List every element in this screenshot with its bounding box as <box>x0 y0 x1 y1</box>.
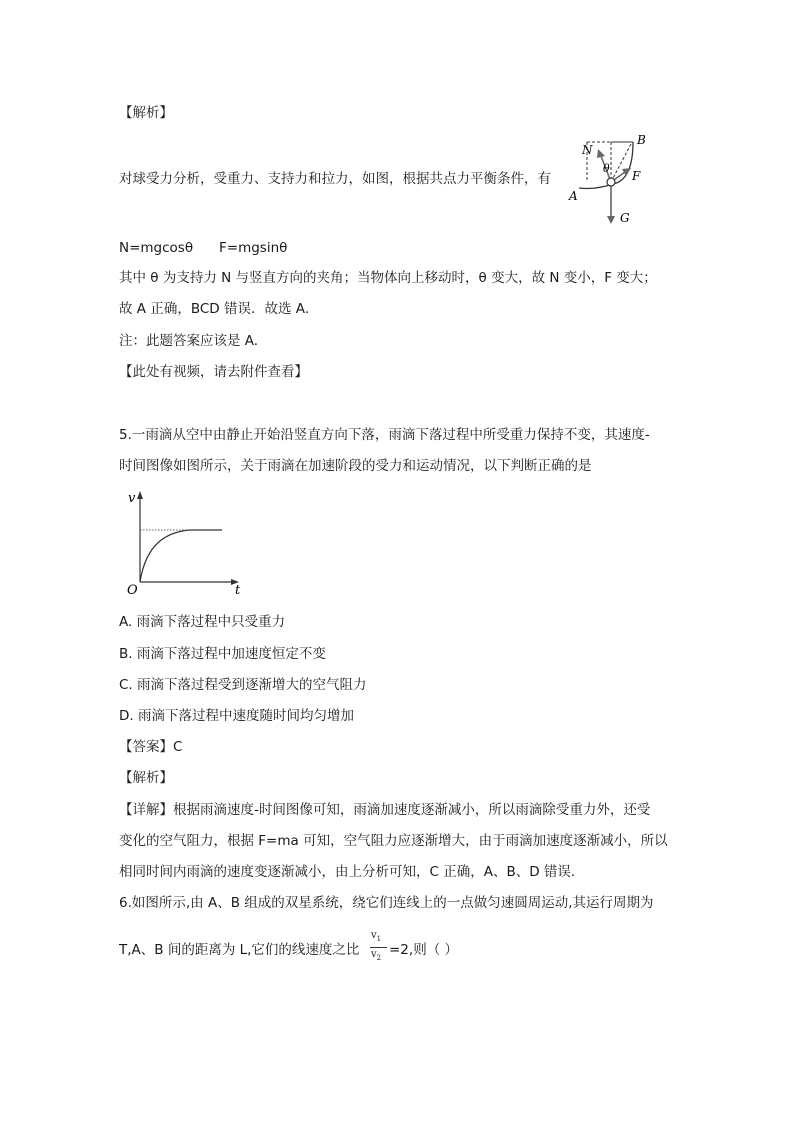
analysis-text: 对球受力分析，受重力、支持力和拉力，如图，根据共点力平衡条件，有 <box>119 171 551 187</box>
q5-stem-line-1: 5.一雨滴从空中由静止开始沿竖直方向下落，雨滴下落过程中所受重力保持不变，其速度- <box>119 427 650 443</box>
y-axis-label: v <box>128 491 136 506</box>
velocity-ratio-fraction <box>369 930 391 970</box>
label-b: B <box>637 133 646 147</box>
analysis-heading: 【解析】 <box>119 105 173 121</box>
q5-detail-line-1: 【详解】根据雨滴速度-时间图像可知，雨滴加速度逐渐减小，所以雨滴除受重力外，还受 <box>119 802 651 818</box>
q6-stem-line-1: 6.如图所示,由 A、B 组成的双星系统，绕它们连线上的一点做匀速圆周运动,其运行周期为 <box>119 895 654 911</box>
velocity-time-graph <box>122 488 247 598</box>
fraction-numerator: v <box>371 930 377 941</box>
q5-detail-line-2: 变化的空气阻力，根据 F=ma 可知，空气阻力应逐渐增大，由于雨滴加速度逐渐减小，所以 <box>119 833 668 849</box>
q5-stem-line-2: 时间图像如图所示，关于雨滴在加速阶段的受力和运动情况，以下判断正确的是 <box>119 458 592 474</box>
fraction-numerator-sub: 1 <box>376 935 382 943</box>
label-n: N <box>582 143 593 157</box>
velocity-curve <box>140 530 222 582</box>
origin-label: O <box>127 583 138 598</box>
q5-option-b: B. 雨滴下落过程中加速度恒定不变 <box>119 646 326 662</box>
fraction-denominator: v <box>371 949 377 960</box>
x-axis-label: t <box>235 583 241 598</box>
ball <box>607 178 615 186</box>
q6-stem-line-2-pre: T,A、B 间的距离为 L,它们的线速度之比 <box>119 942 360 958</box>
analysis-line-2: 其中 θ 为支持力 N 与竖直方向的夹角；当物体向上移动时，θ 变大，故 N 变小，F 变大； <box>119 270 657 286</box>
equation-f: F=mgsinθ <box>219 240 288 256</box>
fraction-bar <box>370 947 387 948</box>
video-placeholder: 【此处有视频，请去附件查看】 <box>119 364 308 380</box>
q5-option-a: A. 雨滴下落过程中只受重力 <box>119 614 286 630</box>
q5-answer: 【答案】C <box>119 739 183 755</box>
q5-option-d: D. 雨滴下落过程中速度随时间均匀增加 <box>119 708 354 724</box>
fraction-denominator-sub: 2 <box>376 954 382 962</box>
analysis-line-3: 故 A 正确，BCD 错误．故选 A． <box>119 301 319 317</box>
note: 注：此题答案应该是 A. <box>119 333 259 349</box>
label-a: A <box>569 189 578 203</box>
q5-detail-line-3: 相同时间内雨滴的速度变逐渐减小，由上分析可知，C 正确，A、B、D 错误． <box>119 864 585 880</box>
label-g: G <box>620 211 630 225</box>
equation-n: N=mgcosθ <box>119 240 194 256</box>
force-diagram <box>565 130 660 230</box>
label-theta: θ <box>603 162 610 175</box>
label-f: F <box>632 169 641 183</box>
q5-analysis-heading: 【解析】 <box>119 770 173 786</box>
q5-option-c: C. 雨滴下落过程受到逐渐增大的空气阻力 <box>119 677 367 693</box>
q6-stem-line-2-post: =2,则（ ） <box>389 942 458 958</box>
